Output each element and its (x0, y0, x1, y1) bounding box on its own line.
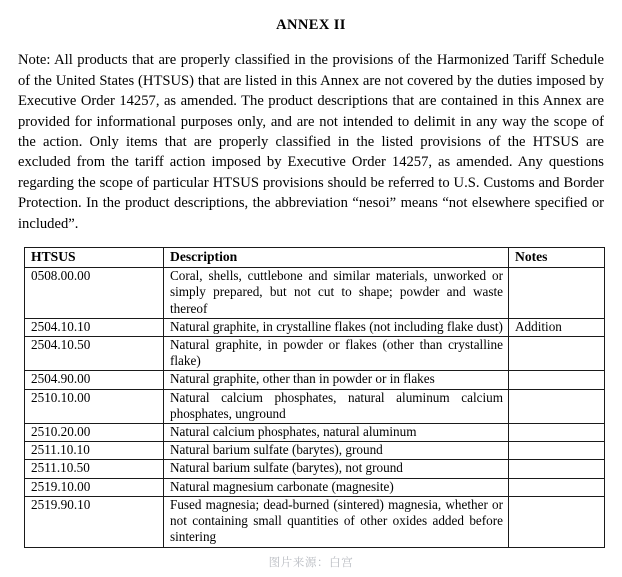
cell-htsus-code: 2511.10.50 (25, 460, 164, 478)
table-row (25, 442, 605, 460)
cell-htsus-code: 2504.10.10 (25, 318, 164, 336)
cell-htsus-code: 0508.00.00 (25, 268, 164, 319)
cell-notes (509, 496, 605, 547)
cell-notes (509, 337, 605, 371)
cell-htsus-code: 2519.10.00 (25, 478, 164, 496)
cell-description: Natural magnesium carbonate (magnesite) (164, 478, 509, 496)
table-header-row (25, 248, 605, 268)
cell-description: Natural graphite, other than in powder or in flakes (164, 371, 509, 389)
cell-notes (509, 442, 605, 460)
cell-description: Natural graphite, in powder or flakes (other than crystalline flake) (164, 337, 509, 371)
cell-description: Natural barium sulfate (barytes), ground (164, 442, 509, 460)
table-row (25, 371, 605, 389)
table-row (25, 389, 605, 423)
cell-htsus-code: 2504.90.00 (25, 371, 164, 389)
table-row (25, 478, 605, 496)
cell-notes (509, 460, 605, 478)
table-row (25, 496, 605, 547)
cell-notes (509, 478, 605, 496)
page-title: ANNEX II (276, 17, 346, 33)
table-row (25, 424, 605, 442)
source-watermark: 图片来源：白宫 (268, 555, 354, 569)
cell-htsus-code: 2510.20.00 (25, 424, 164, 442)
cell-notes (509, 389, 605, 423)
column-header-description: Description (164, 248, 509, 268)
cell-htsus-code: 2504.10.50 (25, 337, 164, 371)
table-row (25, 337, 605, 371)
cell-notes (509, 371, 605, 389)
cell-htsus-code: 2519.90.10 (25, 496, 164, 547)
cell-description: Fused magnesia; dead-burned (sintered) magnesia, whether or not containing small quantities of other oxides added before sintering (164, 496, 509, 547)
cell-notes (509, 268, 605, 319)
table-row (25, 268, 605, 319)
table-row (25, 318, 605, 336)
table-header (25, 248, 605, 268)
annex-table (24, 247, 605, 547)
cell-description: Natural graphite, in crystalline flakes (not including flake dust) (164, 318, 509, 336)
cell-description: Natural calcium phosphates, natural aluminum calcium phosphates, unground (164, 389, 509, 423)
cell-htsus-code: 2510.10.00 (25, 389, 164, 423)
cell-description: Natural calcium phosphates, natural aluminum (164, 424, 509, 442)
cell-description: Natural barium sulfate (barytes), not ground (164, 460, 509, 478)
column-header-htsus: HTSUS (25, 248, 164, 268)
cell-htsus-code: 2511.10.10 (25, 442, 164, 460)
annex-table-container (24, 247, 604, 547)
table-body (25, 268, 605, 547)
cell-description: Coral, shells, cuttlebone and similar materials, unworked or simply prepared, but not cut to shape; powder and waste thereof (164, 268, 509, 319)
note-paragraph: Note: All products that are properly classified in the provisions of the Harmonized Tariff Schedule of the United States (HTSUS) that are listed in this Annex are not covered by the duties imposed by Executive Order 14257, as amended. The product descriptions that are contained in this Annex are provided for informational purposes only, and are not intended to delimit in any way the scope of the action. Only items that are properly classified in the listed provisions of the HTSUS are excluded from the tariff action imposed by Executive Order 14257, as amended. Any questions regarding the scope of particular HTSUS provisions should be referred to U.S. Customs and Border Protection. In the product descriptions, the abbreviation “nesoi” means “not elsewhere specified or included”. (18, 52, 604, 232)
column-header-notes: Notes (509, 248, 605, 268)
cell-notes: Addition (509, 318, 605, 336)
cell-notes (509, 424, 605, 442)
table-row (25, 460, 605, 478)
